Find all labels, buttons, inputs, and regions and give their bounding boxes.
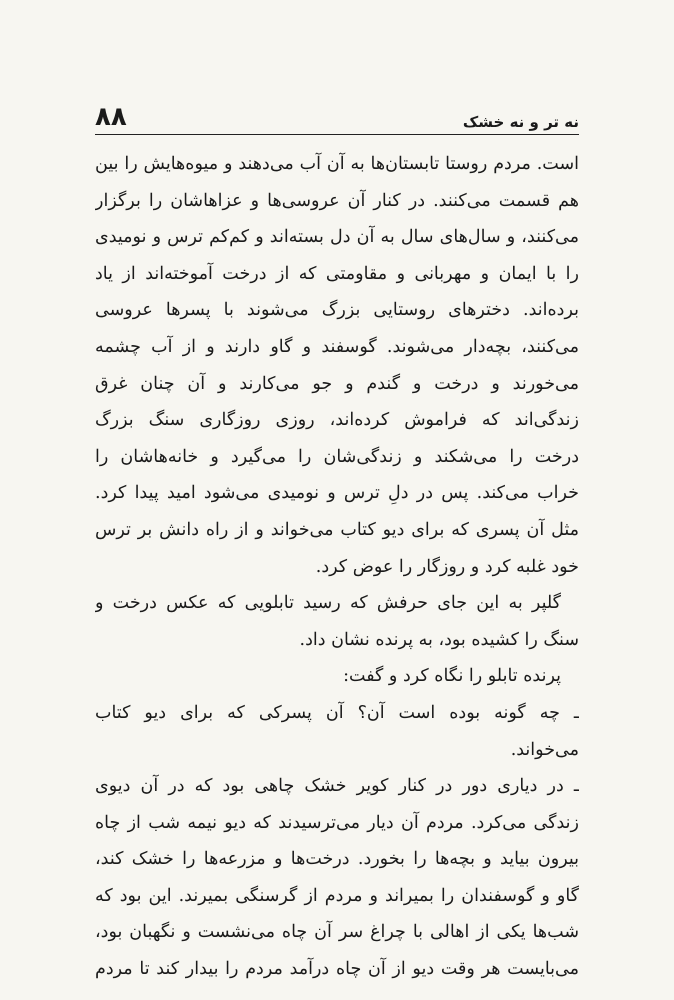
text-line: می‌خواند. xyxy=(510,739,579,760)
text-line: برده‌اند. دخترهای روستایی بزرگ می‌شوند با پسرها عروسی xyxy=(95,300,579,321)
text-line: می‌کنند، و سال‌های سال به آن دل بسته‌اند و کم‌کم ترس و نومیدی xyxy=(95,227,579,248)
text-line: شب‌ها یکی از اهالی با چراغ سر آن چاه می‌نشست و نگهبان بود، xyxy=(95,922,579,943)
body-text xyxy=(95,146,579,988)
text-line: می‌کنند، بچه‌دار می‌شوند. گوسفند و گاو دارند و از آب چشمه xyxy=(95,336,579,357)
text-line: گاو و گوسفندان را بمیراند و مردم از گرسنگی بمیرند. این بود که xyxy=(95,885,579,906)
text-line: است. مردم روستا تابستان‌ها به آن آب می‌دهند و میوه‌هایش را بین xyxy=(95,154,579,174)
text-line: زندگی می‌کرد. مردم آن دیار می‌ترسیدند که دیو نیمه شب از چاه xyxy=(95,812,579,833)
page-header xyxy=(95,96,579,130)
text-line: می‌بایست هر وقت دیو از آن چاه درآمد مردم را بیدار کند تا مردم xyxy=(95,959,579,980)
text-line: خراب می‌کند. پس در دلِ ترس و نومیدی می‌شود امید پیدا کرد. xyxy=(95,483,579,504)
text-line: مثل آن پسری که برای دیو کتاب می‌خواند و از راه دانش بر ترس xyxy=(95,519,579,540)
header-rule xyxy=(95,134,579,135)
text-line: سنگ را کشیده بود، به پرنده نشان داد. xyxy=(299,629,579,650)
text-line: گلپر به این جای حرفش که رسید تابلویی که عکس درخت و xyxy=(95,593,561,614)
running-title: نه تر و نه خشک xyxy=(462,113,579,131)
text-line: ـ در دیاری دور در کنار کویر خشک چاهی بود که در آن دیوی xyxy=(95,776,579,797)
text-line: خود غلبه کرد و روزگار را عوض کرد. xyxy=(315,556,579,577)
text-line: ـ چه گونه بوده است آن؟ آن پسرکی که برای دیو کتاب xyxy=(95,702,579,723)
text-line: بیرون بیاید و بچه‌ها را بخورد. درخت‌ها و مزرعه‌ها را خشک کند، xyxy=(95,849,579,870)
text-line: زندگی‌اند که فراموش کرده‌اند، روزی روزگاری سنگ بزرگ xyxy=(95,410,579,431)
text-line: پرنده تابلو را نگاه کرد و گفت: xyxy=(343,666,561,687)
text-line: را با ایمان و مهربانی و مقاومتی که از درخت آموخته‌اند از یاد xyxy=(95,263,579,284)
page-number: ۸۸ xyxy=(95,102,127,132)
text-line: درخت را می‌شکند و زندگی‌شان را می‌گیرد و خانه‌هاشان را xyxy=(95,446,579,467)
text-line: می‌خورند و درخت و گندم و جو می‌کارند و آن چنان غرق xyxy=(95,373,579,394)
text-line: هم قسمت می‌کنند. در کنار آن عروسی‌ها و عزاهاشان را برگزار xyxy=(95,190,579,211)
